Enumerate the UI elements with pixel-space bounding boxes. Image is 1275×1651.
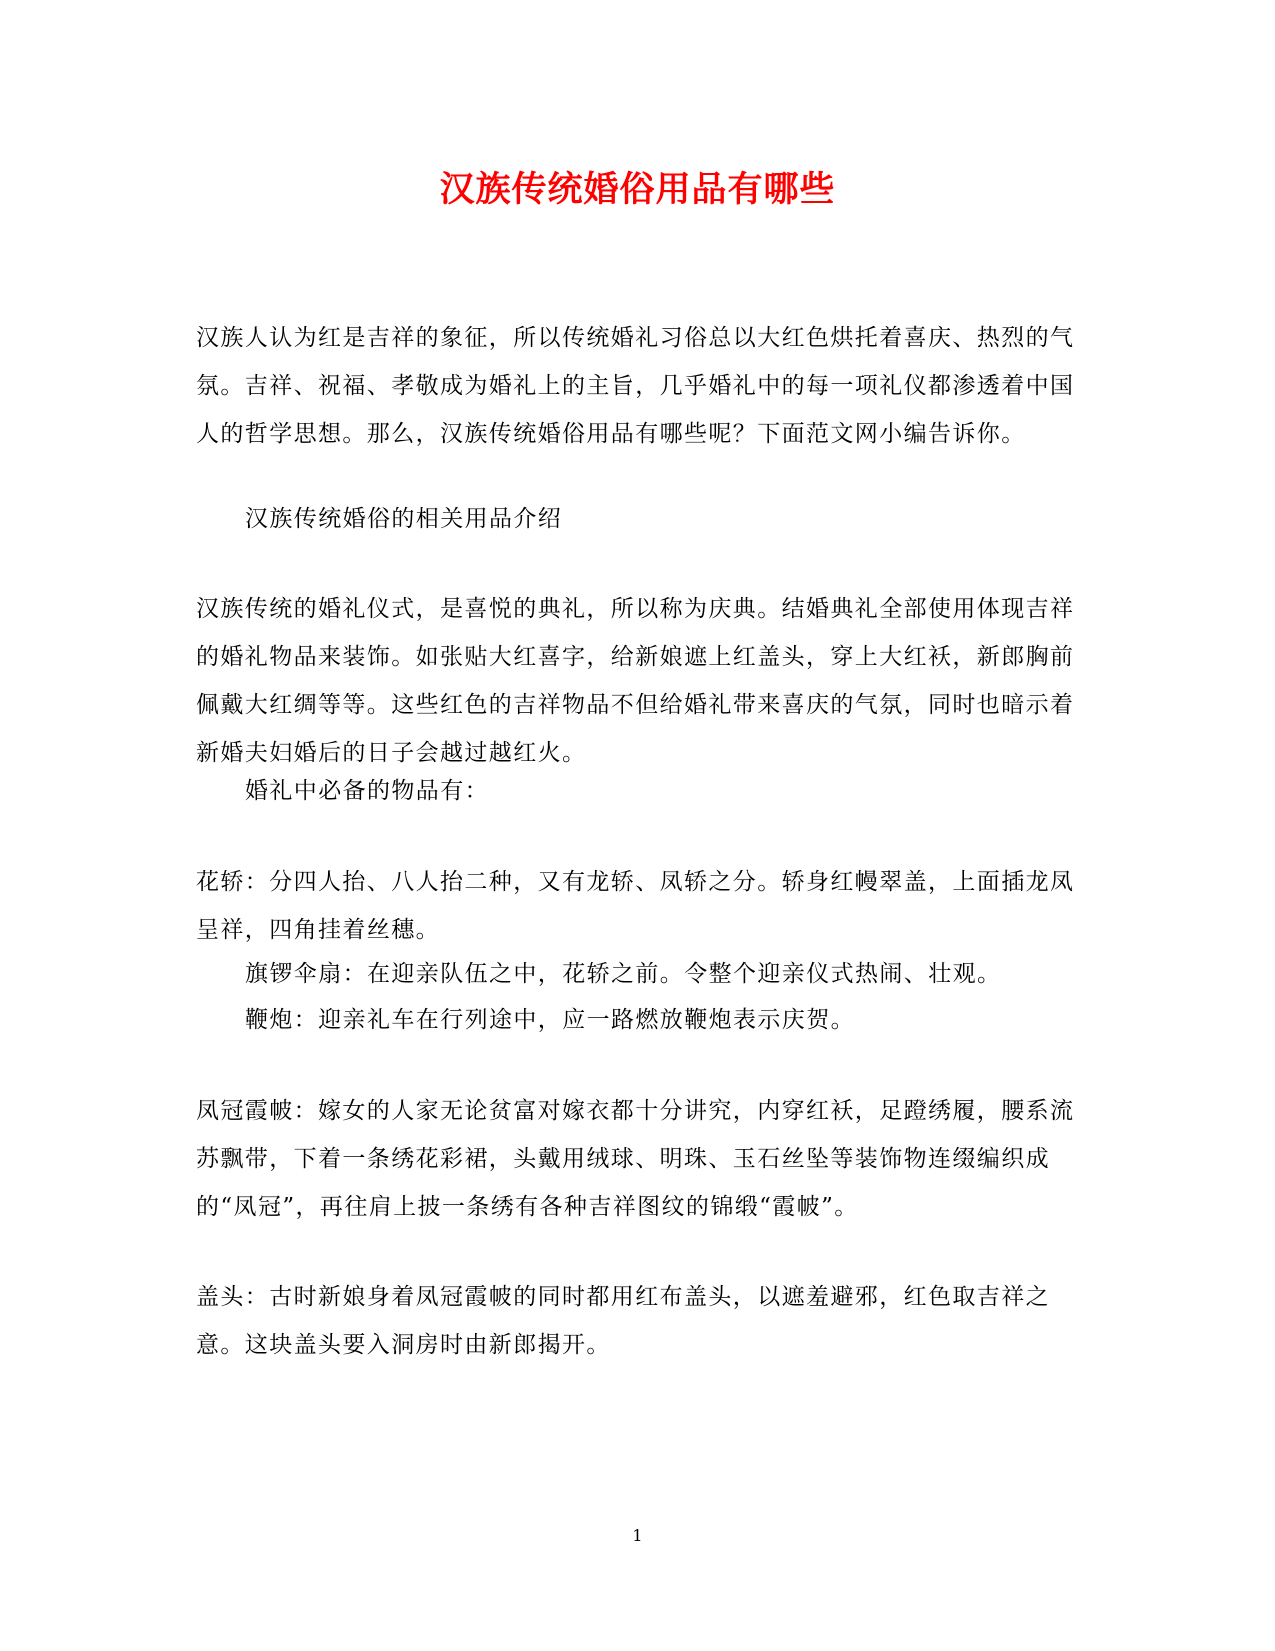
firecrackers-paragraph: 鞭炮：迎亲礼车在行列途中，应一路燃放鞭炮表示庆贺。 [245,1007,855,1033]
section-heading-items-intro: 汉族传统婚俗的相关用品介绍 [245,506,563,532]
intro-paragraph: 汉族人认为红是吉祥的象征，所以传统婚礼习俗总以大红色烘托着喜庆、热烈的气氛。吉祥、祝福、孝敬成为婚礼上的主旨，几乎婚礼中的每一项礼仪都渗透着中国人的哲学思想。那么，汉族传统婚俗用品有哪些呢？下面范文网小编告诉你。 [196,325,1075,447]
banners-paragraph: 旗锣伞扇：在迎亲队伍之中，花轿之前。令整个迎亲仪式热闹、壮观。 [245,961,1002,987]
required-items-heading: 婚礼中必备的物品有： [245,778,489,804]
ceremony-paragraph: 汉族传统的婚礼仪式，是喜悦的典礼，所以称为庆典。结婚典礼全部使用体现吉祥的婚礼物品来装饰。如张贴大红喜字，给新娘遮上红盖头，穿上大红袄，新郎胸前佩戴大红绸等等。这些红色的吉祥物品不但给婚礼带来喜庆的气氛，同时也暗示着新婚夫妇婚后的日子会越过越红火。 [196,596,1075,766]
veil-paragraph: 盖头：古时新娘身着凤冠霞帔的同时都用红布盖头，以遮羞避邪，红色取吉祥之意。这块盖头要入洞房时由新郎揭开。 [196,1284,1050,1358]
page-number: 1 [632,1526,643,1545]
sedan-chair-paragraph: 花轿：分四人抬、八人抬二种，又有龙轿、凤轿之分。轿身红幔翠盖，上面插龙凤呈祥，四角挂着丝穗。 [196,869,1075,943]
phoenix-crown-paragraph: 凤冠霞帔：嫁女的人家无论贫富对嫁衣都十分讲究，内穿红袄，足蹬绣履，腰系流苏飘带，下着一条绣花彩裙，头戴用绒球、明珠、玉石丝坠等装饰物连缀编织成的“凤冠”，再往肩上披一条绣有各种吉祥图纹的锦缎“霞帔”。 [196,1098,1075,1220]
document-title: 汉族传统婚俗用品有哪些 [439,169,836,210]
